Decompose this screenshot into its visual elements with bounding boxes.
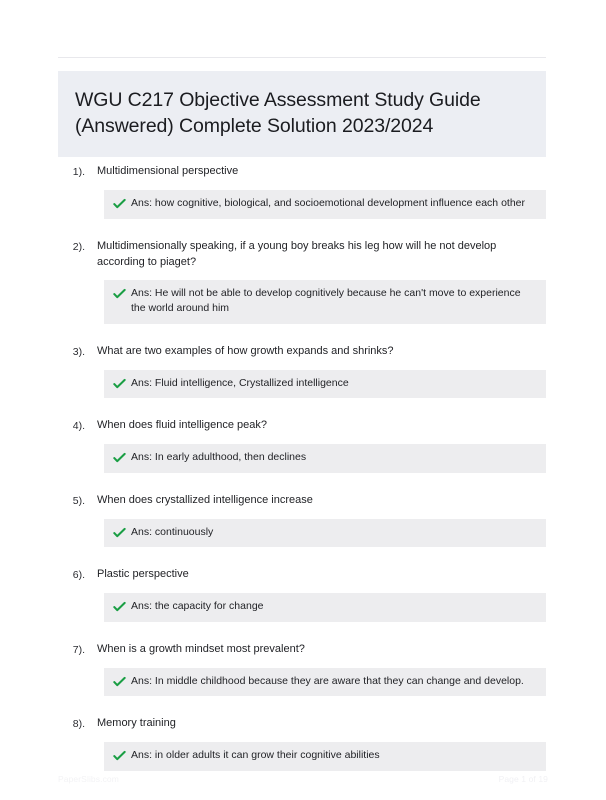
question-row	[60, 163, 546, 180]
qa-item	[0, 163, 606, 219]
question-answer-list	[0, 163, 606, 790]
document-title-banner	[58, 71, 546, 157]
qa-item	[0, 238, 606, 324]
question-row	[60, 417, 546, 434]
answer-box	[104, 280, 546, 324]
check-icon	[113, 197, 126, 211]
check-icon	[113, 451, 126, 465]
answer-box	[104, 593, 546, 622]
answer-box	[104, 370, 546, 399]
question-text: When is a growth mindset most prevalent?	[97, 642, 305, 655]
answer-text: Ans: In early adulthood, then declines	[131, 451, 307, 463]
answer-text: Ans: Fluid intelligence, Crystallized intelligence	[131, 376, 349, 389]
question-row	[60, 566, 546, 583]
qa-item	[0, 641, 606, 697]
question-row	[60, 343, 546, 360]
answer-text: Ans: In middle childhood because they are aware that they can change and develop.	[131, 674, 524, 687]
question-number: 6).	[72, 569, 85, 581]
qa-item	[0, 492, 606, 548]
answer-text: Ans: in older adults it can grow their cognitive abilities	[131, 749, 380, 761]
answer-box	[104, 668, 546, 697]
qa-item	[0, 566, 606, 622]
question-row	[60, 238, 546, 270]
question-number: 2).	[72, 240, 85, 253]
question-text: Multidimensionally speaking, if a young boy breaks his leg how will he not develop according to piaget?	[97, 239, 497, 268]
answer-box	[104, 444, 546, 473]
question-row	[60, 492, 546, 509]
check-icon	[113, 377, 126, 391]
question-text: When does crystallized intelligence increase	[97, 493, 313, 506]
question-text: Multidimensional perspective	[97, 165, 239, 177]
answer-text: Ans: He will not be able to develop cognitively because he can't move to experience the world around him	[131, 286, 521, 314]
footer-page-number: Page 1 of 19	[498, 774, 548, 784]
page-title: WGU C217 Objective Assessment Study Guide (Answered) Complete Solution 2023/2024	[75, 89, 481, 137]
question-number: 4).	[72, 420, 85, 432]
answer-box	[104, 742, 546, 771]
question-text: What are two examples of how growth expands and shrinks?	[97, 344, 394, 357]
footer-brand-watermark: PaperSlibs.com	[58, 774, 119, 784]
qa-item	[0, 417, 606, 473]
question-text: Plastic perspective	[97, 568, 189, 580]
check-icon	[113, 287, 126, 301]
answer-box	[104, 190, 546, 219]
answer-box	[104, 519, 546, 548]
answer-text: Ans: the capacity for change	[131, 600, 264, 612]
page-footer	[0, 774, 606, 784]
header-divider	[58, 57, 546, 58]
check-icon	[113, 526, 126, 540]
question-text: Memory training	[97, 717, 176, 729]
check-icon	[113, 675, 126, 689]
qa-item	[0, 343, 606, 399]
question-number: 7).	[72, 643, 85, 656]
qa-item	[0, 715, 606, 771]
question-number: 8).	[72, 718, 85, 730]
question-number: 1).	[72, 166, 85, 178]
question-row	[60, 641, 546, 658]
question-text: When does fluid intelligence peak?	[97, 419, 268, 431]
answer-text: Ans: continuously	[131, 525, 214, 538]
question-row	[60, 715, 546, 732]
question-number: 3).	[72, 345, 85, 358]
check-icon	[113, 749, 126, 763]
answer-text: Ans: how cognitive, biological, and socioemotional development influence each other	[131, 197, 525, 209]
check-icon	[113, 600, 126, 614]
question-number: 5).	[72, 494, 85, 507]
